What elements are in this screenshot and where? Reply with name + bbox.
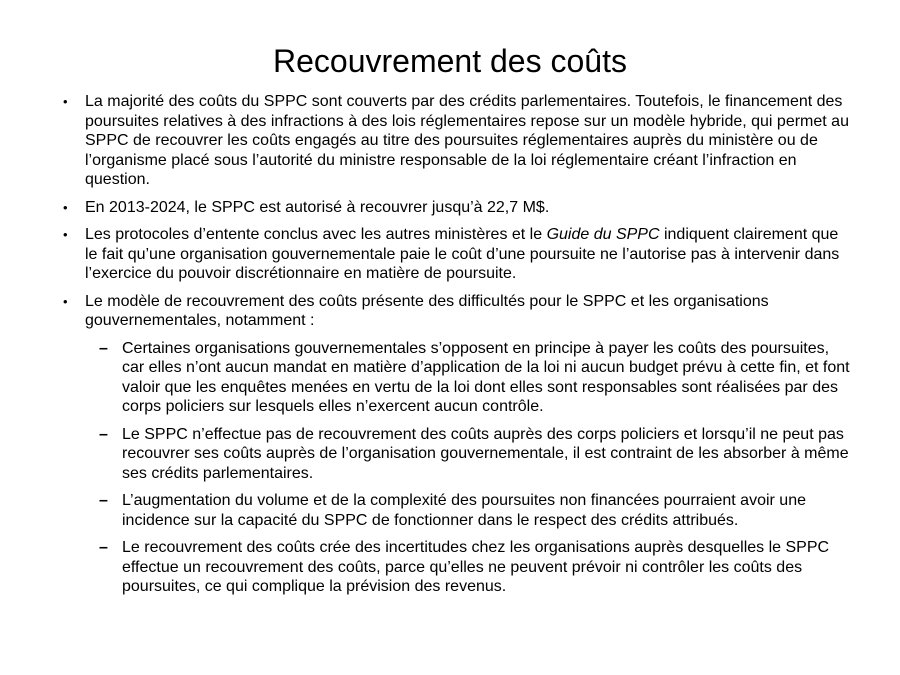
bullet-item xyxy=(63,198,855,218)
text-segment: Le modèle de recouvrement des coûts présente des difficultés pour le SPPC et les organisations gouvernementales, notamment : xyxy=(85,292,769,330)
dash-marker: – xyxy=(99,539,108,557)
bullet-text xyxy=(122,339,855,417)
sub-bullet-item xyxy=(99,491,855,530)
bullet-marker: • xyxy=(63,94,68,110)
dash-marker: – xyxy=(99,425,108,443)
bullet-text xyxy=(85,292,855,331)
text-segment: Les protocoles d’entente conclus avec les autres ministères et le xyxy=(85,226,547,244)
text-segment: L’augmentation du volume et de la complexité des poursuites non financées pourraient avoir une incidence sur la capacité du SPPC de fonctionner dans le respect des crédits attribués. xyxy=(122,492,806,529)
sub-bullet-item xyxy=(99,538,855,597)
sub-bullet-item xyxy=(99,425,855,484)
bullet-item xyxy=(63,225,855,284)
bullet-text xyxy=(85,198,855,218)
bullet-marker: • xyxy=(63,293,68,309)
bullet-item xyxy=(63,92,855,190)
sub-bullet-item xyxy=(99,339,855,417)
bullet-text xyxy=(85,225,855,284)
bullet-marker: • xyxy=(63,199,68,215)
bullet-text xyxy=(122,425,855,484)
bullet-text xyxy=(122,491,855,530)
text-segment: En 2013-2024, le SPPC est autorisé à recouvrer jusqu’à 22,7 M$. xyxy=(85,198,550,216)
bullet-text xyxy=(85,92,855,190)
bullet-text xyxy=(122,538,855,597)
text-segment: Le SPPC n’effectue pas de recouvrement des coûts auprès des corps policiers et lorsqu’il ne peut pas recouvrer ses coûts auprès de l’organisation gouvernementale, il est contraint de les absorber à même ses crédits parlementaires. xyxy=(122,425,849,482)
slide-title: Recouvrement des coûts xyxy=(273,43,627,79)
bullet-list xyxy=(0,92,900,597)
bullet-marker: • xyxy=(63,227,68,243)
text-segment: indiquent clairement que le fait qu’une organisation gouvernementale paie le coût d’une poursuite ne l’autorise pas à intervenir dans l’exercice du pouvoir discrétionnaire en matière de poursuite. xyxy=(85,226,840,283)
dash-marker: – xyxy=(99,492,108,510)
text-segment: La majorité des coûts du SPPC sont couverts par des crédits parlementaires. Toutefois, le financement des poursuites relatives à des infractions à des lois réglementaires repose sur un modèle hybride, qui permet au SPPC de recouvrer les coûts engagés au titre des poursuites réglementaires auprès du ministère ou de l’organisme placé sous l’autorité du ministre responsable de la loi réglementaire créant l’infraction en question. xyxy=(85,93,849,189)
italic-text-segment: Guide du SPPC xyxy=(546,226,660,244)
dash-marker: – xyxy=(99,339,108,357)
bullet-item xyxy=(63,292,855,331)
text-segment: Certaines organisations gouvernementales s’opposent en principe à payer les coûts des poursuites, car elles n’ont aucun mandat en matière d’application de la loi ni aucun budget prévu à cette fin, et font valoir que les enquêtes menées en vertu de la loi dont elles sont responsables sont réalisées par des corps policiers sur lesquels elles n’exercent aucun contrôle. xyxy=(122,339,850,416)
text-segment: Le recouvrement des coûts crée des incertitudes chez les organisations auprès desquelles le SPPC effectue un recouvrement des coûts, parce qu’elles ne peuvent prévoir ni contrôler les coûts des poursuites, ce qui complique la prévision des revenus. xyxy=(122,539,830,596)
